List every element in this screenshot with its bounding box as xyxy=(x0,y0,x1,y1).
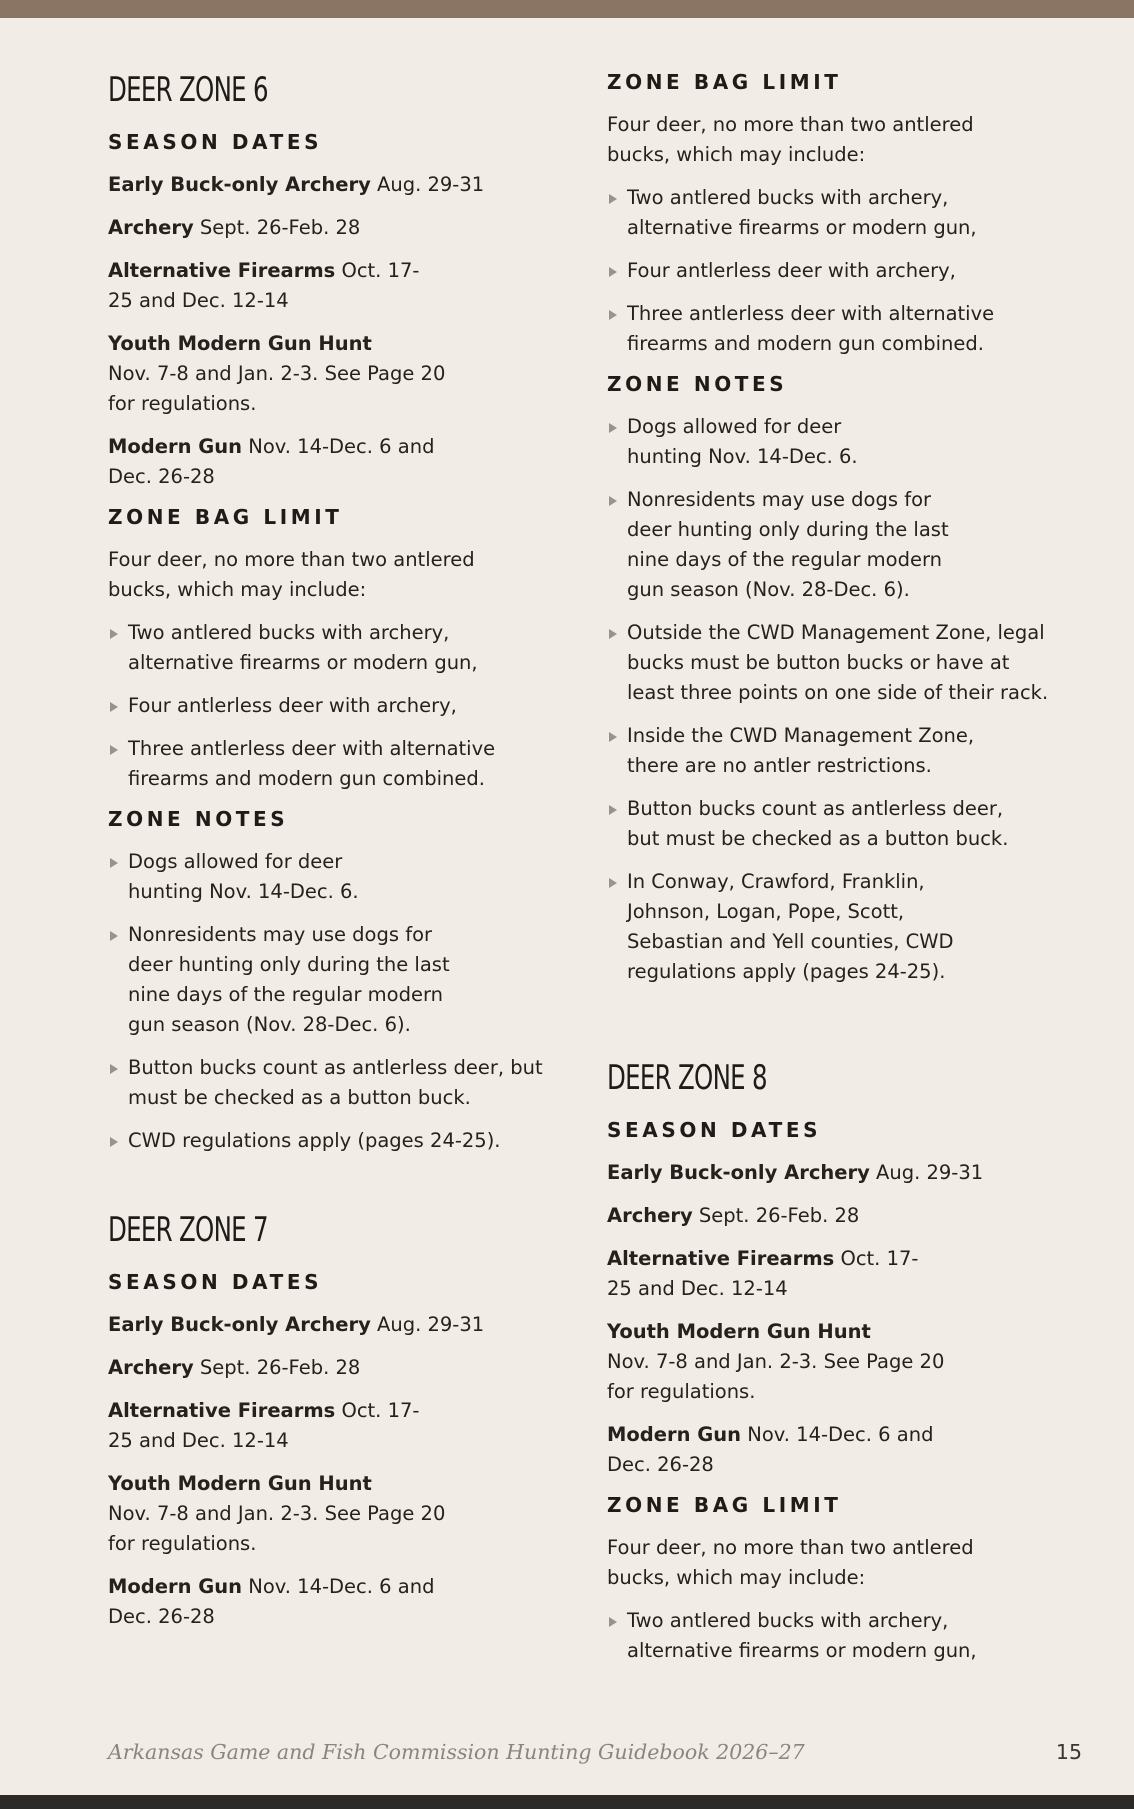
bag-limit-list xyxy=(108,618,508,794)
list-item xyxy=(108,847,548,907)
season-label: Alternative Firearms xyxy=(108,1399,336,1422)
season-dates-text: Aug. 29-31 xyxy=(869,1161,984,1184)
list-item-text: Outside the CWD Management Zone, legal bucks must be button bucks or have at least three points on one side of their rack. xyxy=(627,621,1049,704)
season-label: Youth Modern Gun Hunt xyxy=(108,1472,372,1495)
bottom-border xyxy=(0,1795,1134,1809)
page-footer xyxy=(108,1740,1082,1764)
zone-title: DEER ZONE 7 xyxy=(108,1210,268,1250)
zone-notes-list xyxy=(108,847,548,1156)
season-label: Archery xyxy=(607,1204,693,1227)
list-item-text: Nonresidents may use dogs for deer hunting only during the last nine days of the regular modern gun season (Nov. 28-Dec. 6). xyxy=(627,488,949,601)
zone-notes-heading: ZONE NOTES xyxy=(607,372,788,396)
bag-limit-intro: Four deer, no more than two antlered bucks, which may include: xyxy=(108,548,475,601)
list-item xyxy=(108,1053,548,1113)
bag-limit-heading: ZONE BAG LIMIT xyxy=(607,70,842,94)
zone-8-section xyxy=(607,1048,1092,1679)
season-date-entry xyxy=(607,1420,1092,1480)
triangle-bullet-icon xyxy=(609,732,617,742)
season-date-entry xyxy=(607,1158,1092,1188)
season-label: Early Buck-only Archery xyxy=(108,1313,371,1336)
bag-limit-heading: ZONE BAG LIMIT xyxy=(108,505,343,529)
triangle-bullet-icon xyxy=(609,1617,617,1627)
season-label: Youth Modern Gun Hunt xyxy=(607,1320,871,1343)
season-date-entry xyxy=(607,1201,1092,1231)
season-dates-list xyxy=(108,170,548,492)
top-border xyxy=(0,0,1134,18)
season-dates-heading: SEASON DATES xyxy=(607,1118,822,1142)
list-item xyxy=(108,920,548,1040)
season-dates-heading: SEASON DATES xyxy=(108,1270,323,1294)
season-label: Archery xyxy=(108,1356,194,1379)
season-dates-text: Nov. 7-8 and Jan. 2-3. See Page 20 for regulations. xyxy=(607,1350,945,1403)
list-item-text: Four antlerless deer with archery, xyxy=(128,694,457,717)
zone-6-section xyxy=(108,70,548,1156)
list-item-text: Two antlered bucks with archery, alternative firearms or modern gun, xyxy=(627,1609,977,1662)
season-dates-text: Nov. 14-Dec. 6 and Dec. 26-28 xyxy=(108,435,435,488)
list-item-text: Dogs allowed for deer hunting Nov. 14-Dec. 6. xyxy=(128,850,359,903)
season-label: Early Buck-only Archery xyxy=(108,173,371,196)
triangle-bullet-icon xyxy=(110,745,118,755)
zone-notes-heading: ZONE NOTES xyxy=(108,807,289,831)
list-item-text: In Conway, Crawford, Franklin, Johnson, Logan, Pope, Scott, Sebastian and Yell counties, CWD regulations apply (pages 24-25). xyxy=(627,870,954,983)
season-dates-text: Nov. 14-Dec. 6 and Dec. 26-28 xyxy=(108,1575,435,1628)
triangle-bullet-icon xyxy=(609,310,617,320)
season-label: Alternative Firearms xyxy=(108,259,336,282)
season-dates-heading: SEASON DATES xyxy=(108,130,323,154)
bag-limit-heading: ZONE BAG LIMIT xyxy=(607,1493,842,1517)
list-item xyxy=(607,721,1092,781)
season-dates-text: Aug. 29-31 xyxy=(370,173,485,196)
season-date-entry xyxy=(607,1317,1092,1407)
list-item-text: Inside the CWD Management Zone, there are no antler restrictions. xyxy=(627,724,975,777)
page-number: 15 xyxy=(1055,1740,1082,1764)
triangle-bullet-icon xyxy=(609,629,617,639)
list-item xyxy=(607,256,1092,286)
list-item-text: Three antlerless deer with alternative firearms and modern gun combined. xyxy=(128,737,496,790)
list-item xyxy=(108,691,508,721)
season-label: Archery xyxy=(108,216,194,239)
season-date-entry xyxy=(108,213,548,243)
season-date-entry xyxy=(108,1469,548,1559)
season-label: Modern Gun xyxy=(108,435,243,458)
triangle-bullet-icon xyxy=(110,858,118,868)
guidebook-title: Arkansas Game and Fish Commission Hunting Guidebook 2026–27 xyxy=(108,1740,805,1764)
list-item xyxy=(108,618,508,678)
bag-limit-intro: Four deer, no more than two antlered bucks, which may include: xyxy=(607,113,974,166)
triangle-bullet-icon xyxy=(110,931,118,941)
right-column-top xyxy=(607,70,1092,1000)
triangle-bullet-icon xyxy=(110,702,118,712)
list-item-text: Three antlerless deer with alternative firearms and modern gun combined. xyxy=(627,302,995,355)
list-item xyxy=(607,794,1092,854)
season-date-entry xyxy=(108,1310,548,1340)
season-dates-list xyxy=(108,1310,548,1632)
triangle-bullet-icon xyxy=(609,805,617,815)
season-date-entry xyxy=(607,1244,1092,1304)
season-dates-text: Oct. 17- 25 and Dec. 12-14 xyxy=(108,1399,420,1452)
zone-notes-list xyxy=(607,412,1092,987)
season-dates-text: Oct. 17- 25 and Dec. 12-14 xyxy=(108,259,420,312)
season-dates-text: Nov. 7-8 and Jan. 2-3. See Page 20 for regulations. xyxy=(108,1502,446,1555)
list-item xyxy=(108,734,508,794)
list-item xyxy=(108,1126,548,1156)
list-item-text: CWD regulations apply (pages 24-25). xyxy=(128,1129,501,1152)
left-column xyxy=(108,60,548,1645)
season-date-entry xyxy=(108,256,548,316)
list-item-text: Two antlered bucks with archery, alternative firearms or modern gun, xyxy=(128,621,478,674)
season-dates-text: Sept. 26-Feb. 28 xyxy=(193,216,361,239)
season-date-entry xyxy=(108,170,548,200)
triangle-bullet-icon xyxy=(609,267,617,277)
season-dates-text: Sept. 26-Feb. 28 xyxy=(692,1204,860,1227)
list-item-text: Two antlered bucks with archery, alternative firearms or modern gun, xyxy=(627,186,977,239)
season-date-entry xyxy=(108,1572,548,1632)
list-item-text: Dogs allowed for deer hunting Nov. 14-Dec. 6. xyxy=(627,415,858,468)
triangle-bullet-icon xyxy=(609,423,617,433)
list-item xyxy=(607,618,1092,708)
list-item xyxy=(607,299,1092,359)
list-item xyxy=(607,1606,1092,1666)
season-label: Early Buck-only Archery xyxy=(607,1161,870,1184)
season-date-entry xyxy=(108,1396,548,1456)
bag-limit-list xyxy=(607,183,1092,359)
triangle-bullet-icon xyxy=(110,629,118,639)
zone-title: DEER ZONE 6 xyxy=(108,70,268,110)
list-item-text: Four antlerless deer with archery, xyxy=(627,259,956,282)
season-date-entry xyxy=(108,432,548,492)
season-date-entry xyxy=(108,329,548,419)
list-item xyxy=(607,412,1092,472)
triangle-bullet-icon xyxy=(609,496,617,506)
season-dates-list xyxy=(607,1158,1092,1480)
list-item-text: Nonresidents may use dogs for deer hunting only during the last nine days of the regular modern gun season (Nov. 28-Dec. 6). xyxy=(128,923,450,1036)
season-dates-text: Nov. 14-Dec. 6 and Dec. 26-28 xyxy=(607,1423,934,1476)
zone-7-section xyxy=(108,1210,548,1632)
zone-title: DEER ZONE 8 xyxy=(607,1058,767,1098)
triangle-bullet-icon xyxy=(110,1064,118,1074)
season-label: Alternative Firearms xyxy=(607,1247,835,1270)
list-item xyxy=(607,867,1092,987)
season-dates-text: Oct. 17- 25 and Dec. 12-14 xyxy=(607,1247,919,1300)
season-date-entry xyxy=(108,1353,548,1383)
season-label: Modern Gun xyxy=(607,1423,742,1446)
season-dates-text: Sept. 26-Feb. 28 xyxy=(193,1356,361,1379)
list-item xyxy=(607,183,1092,243)
bag-limit-intro: Four deer, no more than two antlered bucks, which may include: xyxy=(607,1536,974,1589)
season-dates-text: Aug. 29-31 xyxy=(370,1313,485,1336)
season-label: Modern Gun xyxy=(108,1575,243,1598)
list-item-text: Button bucks count as antlerless deer, but must be checked as a button buck. xyxy=(627,797,1009,850)
season-label: Youth Modern Gun Hunt xyxy=(108,332,372,355)
bag-limit-list xyxy=(607,1606,1092,1666)
triangle-bullet-icon xyxy=(609,194,617,204)
list-item-text: Button bucks count as antlerless deer, but must be checked as a button buck. xyxy=(128,1056,543,1109)
season-dates-text: Nov. 7-8 and Jan. 2-3. See Page 20 for regulations. xyxy=(108,362,446,415)
triangle-bullet-icon xyxy=(110,1137,118,1147)
list-item xyxy=(607,485,1092,605)
triangle-bullet-icon xyxy=(609,878,617,888)
